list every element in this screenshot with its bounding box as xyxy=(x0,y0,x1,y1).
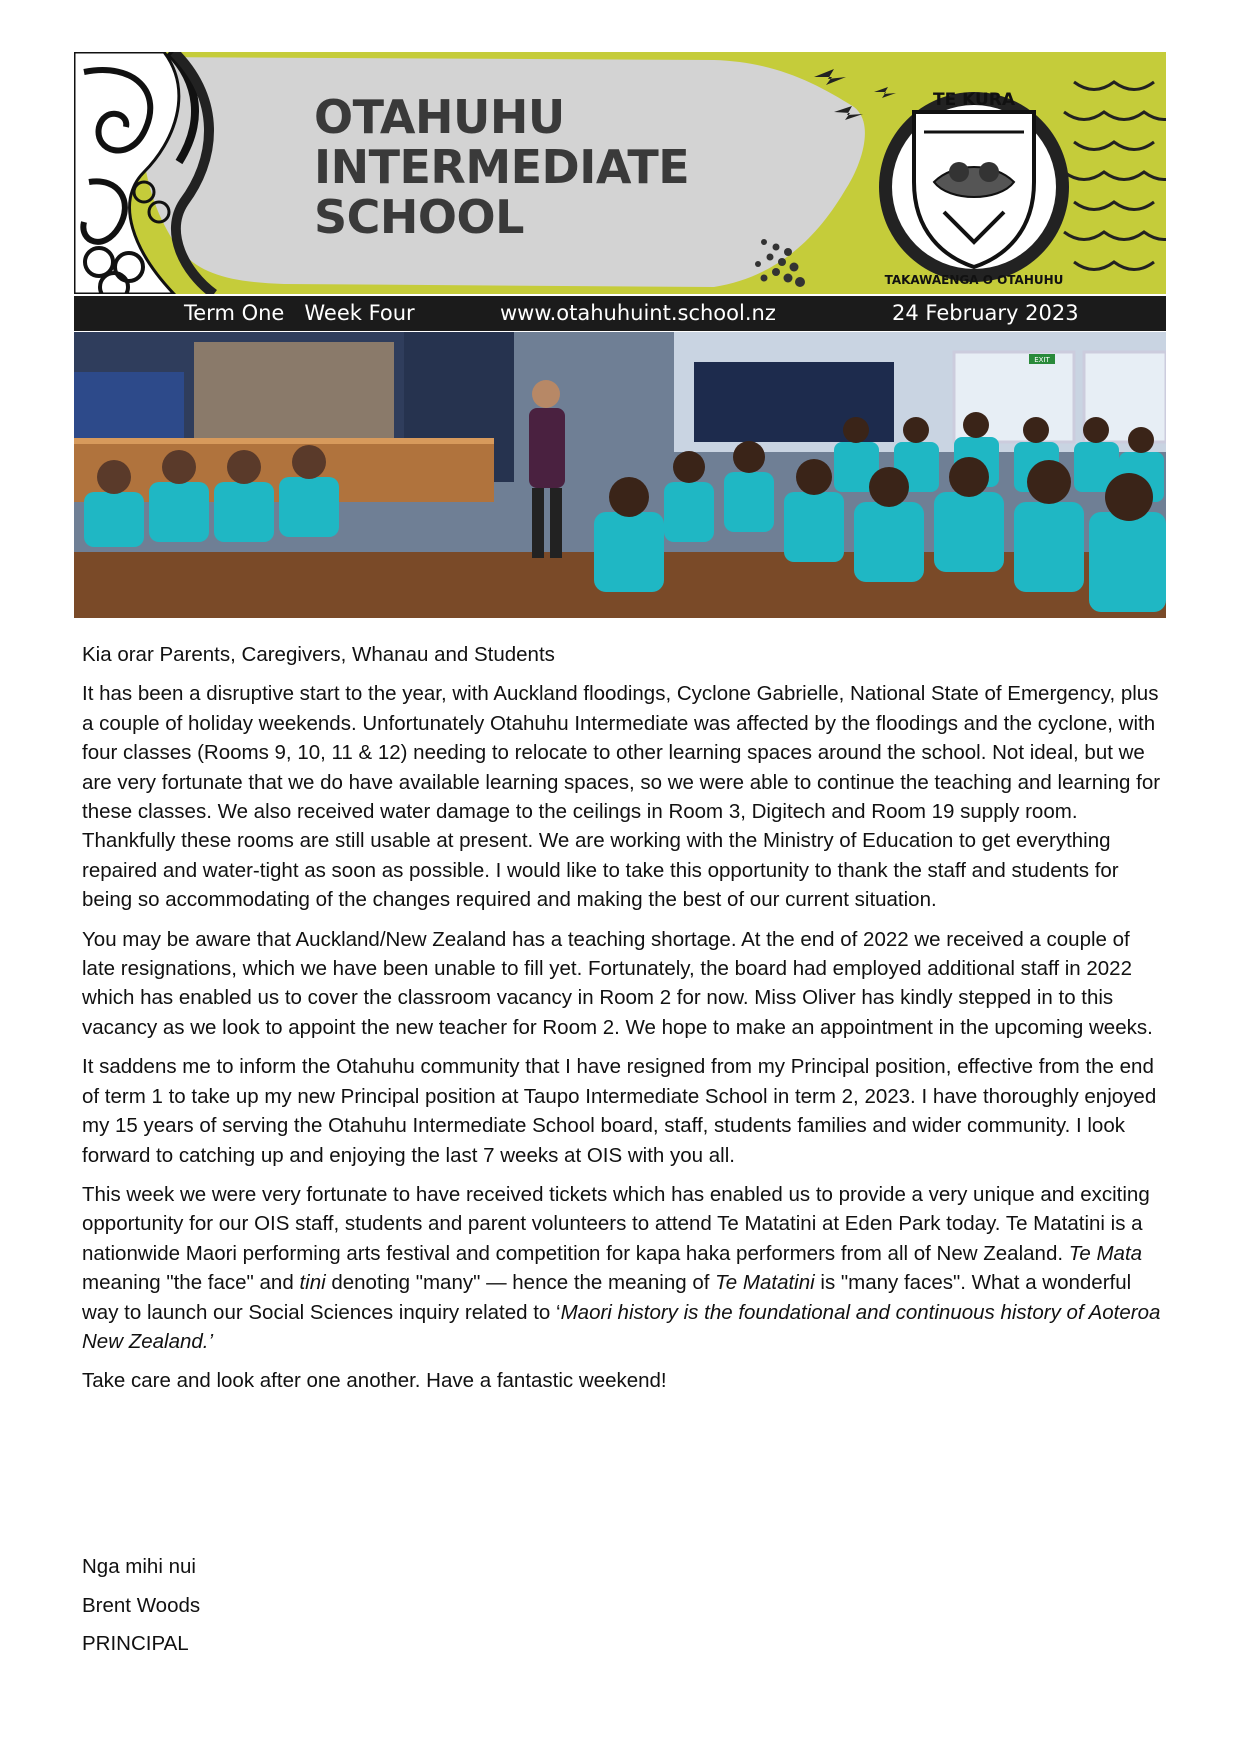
letter-paragraph-2: You may be aware that Auckland/New Zealand has a teaching shortage. At the end of 2022 we received a couple of late resignations, which we have been unable to fill yet. Fortunately, the board had employed additional staff in 2022 which has enabled us to cover the classroom vacancy in Room 2 for now. Miss Oliver has kindly stepped in to this vacancy as we look to appoint the new teacher for Room 2. We hope to make an appointment in the upcoming weeks. xyxy=(82,927,1153,1039)
para4-emphasis-1: Te Mata xyxy=(1068,1241,1143,1265)
signatory-name: Brent Woods xyxy=(82,1594,201,1617)
crest-ring-text: TAKAWAENGA O OTAHUHU xyxy=(884,273,1064,287)
info-bar xyxy=(74,296,1166,331)
signatory-role: PRINCIPAL xyxy=(82,1632,189,1655)
letter-paragraph-4 xyxy=(82,1180,1162,1356)
para4-text-a: This week we were very fortunate to have received tickets which has enabled us to provide a very unique and exciting opportunity for our OIS staff, students and parent volunteers to attend Te Matatini at Eden Park today. Te Matatini is a nationwide Maori performing arts festival and competition for kapa haka performers from all of New Zealand. xyxy=(82,1182,1150,1265)
letter-greeting: Kia orar Parents, Caregivers, Whanau and Students xyxy=(82,643,555,666)
newsletter-date: 24 February 2023 xyxy=(892,301,1079,325)
letter-paragraph-5: Take care and look after one another. Have a fantastic weekend! xyxy=(82,1369,667,1393)
para4-text-c: denoting "many" — hence the meaning of xyxy=(325,1271,716,1295)
net-pattern-right xyxy=(1064,82,1166,270)
school-name-line2: INTERMEDIATE xyxy=(314,140,690,194)
exit-sign: EXIT xyxy=(1034,356,1050,364)
school-name-line3: SCHOOL xyxy=(314,190,524,244)
letter-paragraph-3: It saddens me to inform the Otahuhu community that I have resigned from my Principal position, effective from the end of term 1 to take up my new Principal position at Taupo Intermediate School in term 2, 2023. I have thoroughly enjoyed my 15 years of serving the Otahuhu Intermediate School board, staff, students families and wider community. I look forward to catching up and enjoying the last 7 weeks at OIS with you all. xyxy=(82,1055,1157,1167)
header-banner xyxy=(74,52,1166,294)
para4-emphasis-4: Maori history is the foundational and continuous history of Aoteroa New Zealand.’ xyxy=(82,1300,1161,1353)
principal-letter xyxy=(82,640,1162,1406)
para4-text-d: is "many faces". What a wonderful way to launch our Social Sciences inquiry related to ‘ xyxy=(82,1271,1132,1324)
term-week-label: Term One Week Four xyxy=(184,301,415,325)
hall-photo-illustration xyxy=(74,332,1166,618)
crest-top-text: TE KURA xyxy=(932,90,1016,110)
para4-text-b: meaning "the face" and xyxy=(82,1271,300,1295)
website-link[interactable]: www.otahuhuint.school.nz xyxy=(500,301,776,325)
hall-photo xyxy=(74,332,1166,618)
signoff-line: Nga mihi nui xyxy=(82,1555,196,1578)
school-name-line1: OTAHUHU xyxy=(314,90,565,144)
para4-emphasis-3: Te Matatini xyxy=(715,1271,815,1295)
school-name xyxy=(314,92,689,242)
letter-paragraph-1: It has been a disruptive start to the year, with Auckland floodings, Cyclone Gabrielle, National State of Emergency, plus a couple of holiday weekends. Unfortunately Otahuhu Intermediate was affected by the floodings and the cyclone, with four classes (Rooms 9, 10, 11 & 12) needing to relocate to other learning spaces around the school. Not ideal, but we are very fortunate that we do have available learning spaces, so we were able to continue the teaching and learning for these classes. We also received water damage to the ceilings in Room 3, Digitech and Room 19 supply room. Thankfully these rooms are still usable at present. We are working with the Ministry of Education to get everything repaired and water-tight as soon as possible. I would like to take this opportunity to thank the staff and students for being so accommodating of the changes required and making the best of our current situation. xyxy=(82,682,1161,912)
para4-emphasis-2: tini xyxy=(299,1271,326,1295)
